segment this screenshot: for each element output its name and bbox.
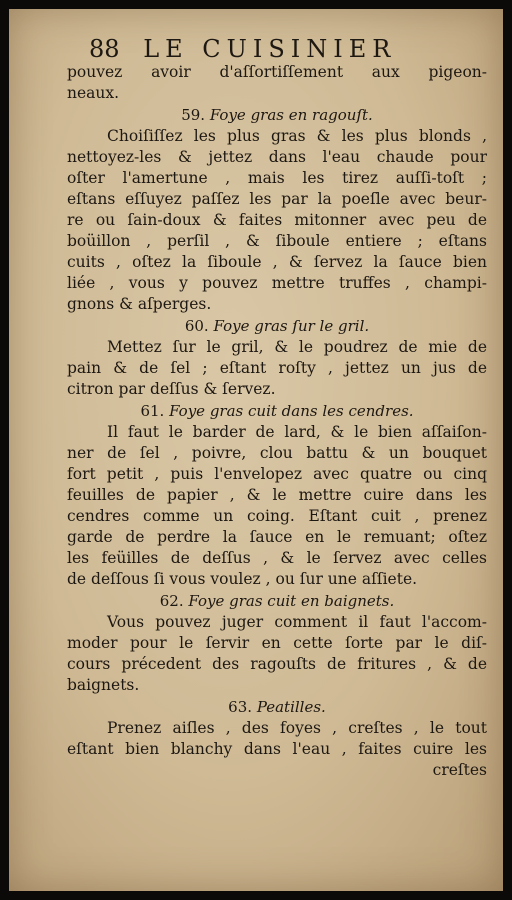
text-line: Prenez aiſles , des foyes , creſtes , le tout [107,719,487,737]
text-line: gnons & aſperges. [67,295,212,313]
text-line: re ou ſain-doux & faites mitonner avec peu de [67,211,487,229]
recipe-number: 61. [140,402,165,420]
recipe-title [67,315,487,337]
recipe-title [67,400,487,422]
text-line: pouvez avoir d'aſſortiſſement aux pigeon- [67,63,487,81]
text-line: creſtes [432,761,487,779]
text-line: fort petit , puis l'envelopez avec quatre ou cinq [67,465,487,483]
recipe-title [67,696,487,718]
text-line: cendres comme un coing. Eſtant cuit , prenez [67,507,487,525]
text-line: cuits , oſtez la ſiboule , & ſervez la ſauce bien [67,253,487,271]
page-text [67,62,487,781]
recipe-title-text: Peatilles. [256,698,326,716]
recipe-title-text: Foye gras cuit dans les cendres. [169,402,414,420]
book-page [9,9,503,891]
recipe-number: 62. [159,592,184,610]
text-line: Il faut le barder de lard, & le bien aſſaiſon- [107,423,487,441]
text-line: boüillon , perſil , & ſiboule entiere ; eſtans [67,232,487,250]
recipe-title [67,104,487,126]
text-line: eſtans eſſuyez paſſez les par la poeſle avec beur- [67,190,487,208]
page-header [89,35,499,63]
page-number: 88 [89,35,120,63]
text-line: neaux. [67,84,120,102]
recipe-title-text: Foye gras cuit en baignets. [188,592,395,610]
recipe-title-text: Foye gras ſur le gril. [213,317,370,335]
text-line: pain & de ſel ; eſtant roſty , jettez un jus de [67,359,487,377]
text-line: garde de perdre la ſauce en le remuant; oſtez [67,528,487,546]
text-line: feuilles de papier , & le mettre cuire dans les [67,486,487,504]
text-line: Mettez ſur le gril, & le poudrez de mie de [107,338,487,356]
recipe-title-text: Foye gras en ragouſt. [209,106,373,124]
recipe-number: 60. [184,317,209,335]
running-title: LE CUISINIER [143,35,397,63]
text-line: les feüilles de deſſus , & le ſervez avec celles [67,549,487,567]
text-line: eſtant bien blanchy dans l'eau , faites cuire les [67,740,487,758]
text-line: oſter l'amertune , mais les tirez auſſi-toſt ; [67,169,487,187]
text-line: moder pour le ſervir en cette ſorte par le diſ- [67,634,487,652]
recipe-number: 59. [181,106,206,124]
text-line: ner de ſel , poivre, clou battu & un bouquet [67,444,487,462]
text-line: nettoyez-les & jettez dans l'eau chaude pour [67,148,487,166]
text-line: baignets. [67,676,140,694]
recipe-number: 63. [228,698,253,716]
text-line: de deſſous ſi vous voulez , ou ſur une aſſiete. [67,570,418,588]
text-line: Choiſiſſez les plus gras & les plus blonds , [107,127,487,145]
recipe-title [67,590,487,612]
text-line: cours précedent des ragouſts de fritures , & de [67,655,487,673]
text-line: citron par deſſus & ſervez. [67,380,276,398]
text-line: Vous pouvez juger comment il faut l'accom- [107,613,487,631]
text-line: liée , vous y pouvez mettre truffes , champi- [67,274,487,292]
